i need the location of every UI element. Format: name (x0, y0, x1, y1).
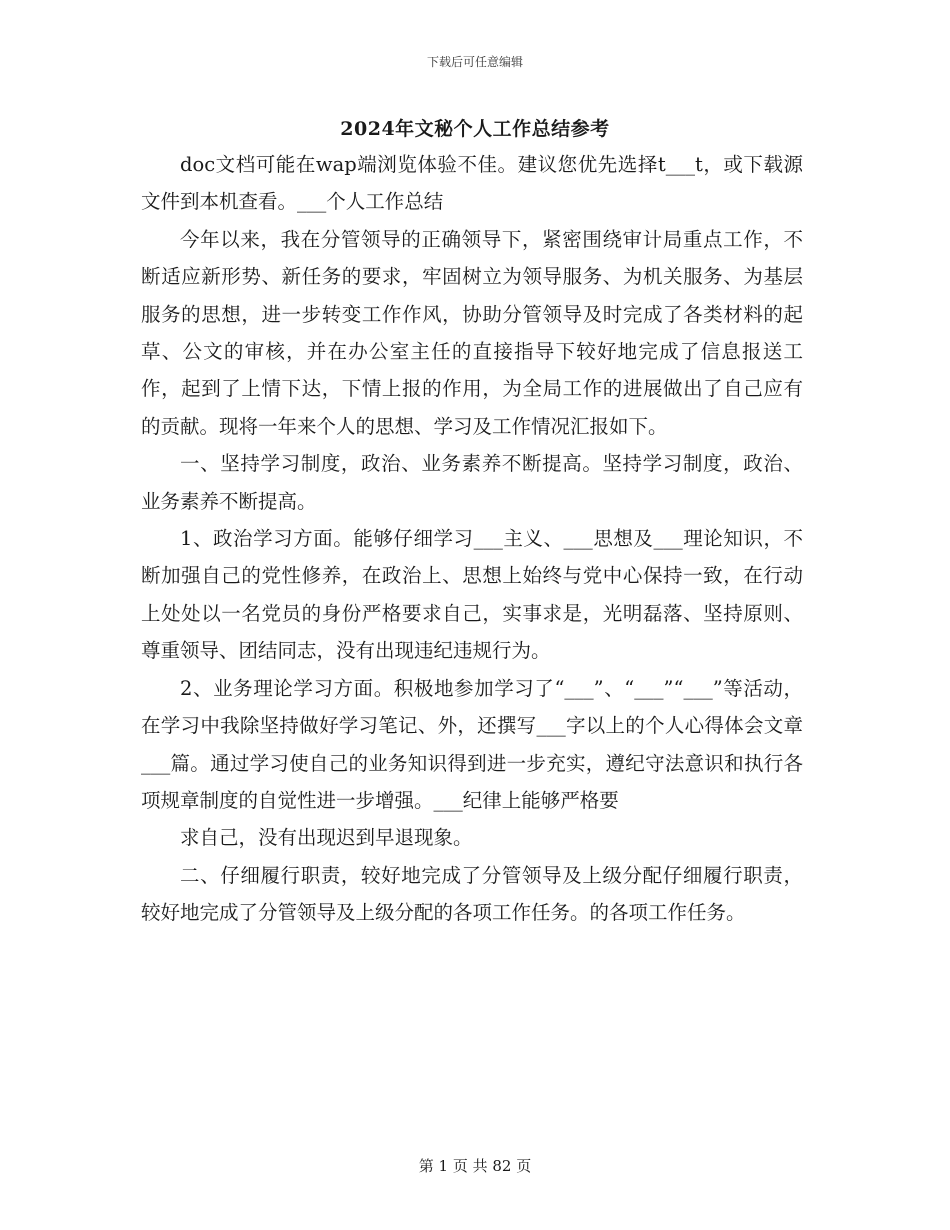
paragraph-section-one: 一、坚持学习制度，政治、业务素养不断提高。坚持学习制度，政治、业务素养不断提高。 (141, 452, 803, 513)
paragraph-overview: 今年以来，我在分管领导的正确领导下，紧密围绕审计局重点工作，不断适应新形势、新任务的要求，牢固树立为领导服务、为机关服务、为基层服务的思想，进一步转变工作作风，协助分管领导及时完成了各类材料的起草、公文的审核，并在办公室主任的直接指导下较好地完成了信息报送工作，起到了上情下达，下情上报的作用，为全局工作的进展做出了自己应有的贡献。现将一年来个人的思想、学习及工作情况汇报如下。 (141, 227, 803, 438)
paragraph-intro: doc文档可能在wap端浏览体验不佳。建议您优先选择t___t，或下载源文件到本机查看。___个人工作总结 (141, 153, 803, 214)
header-note: 下载后可任意编辑 (426, 55, 523, 69)
document-body (141, 146, 803, 932)
paragraph-discipline: 求自己，没有出现迟到早退现象。 (180, 826, 473, 850)
page-number: 第 1 页 共 82 页 (418, 1157, 532, 1175)
document-title: 2024年文秘个人工作总结参考 (340, 118, 610, 140)
paragraph-section-two: 二、仔细履行职责，较好地完成了分管领导及上级分配仔细履行职责，较好地完成了分管领导及上级分配的各项工作任务。的各项工作任务。 (141, 863, 803, 925)
paragraph-political-study: 1、政治学习方面。能够仔细学习___主义、___思想及___理论知识，不断加强自己的党性修养，在政治上、思想上始终与党中心保持一致，在行动上处处以一名党员的身份严格要求自己，实事求是，光明磊落、坚持原则、尊重领导、团结同志，没有出现违纪违规行为。 (141, 527, 803, 663)
paragraph-business-study: 2、业务理论学习方面。积极地参加学习了“___”、“___”“___”等活动，在学习中我除坚持做好学习笔记、外，还撰写___字以上的个人心得体会文章___篇。通过学习使自己的业务知识得到进一步充实，遵纪守法意识和执行各项规章制度的自觉性进一步增强。___纪律上能够严格要 (141, 676, 803, 812)
